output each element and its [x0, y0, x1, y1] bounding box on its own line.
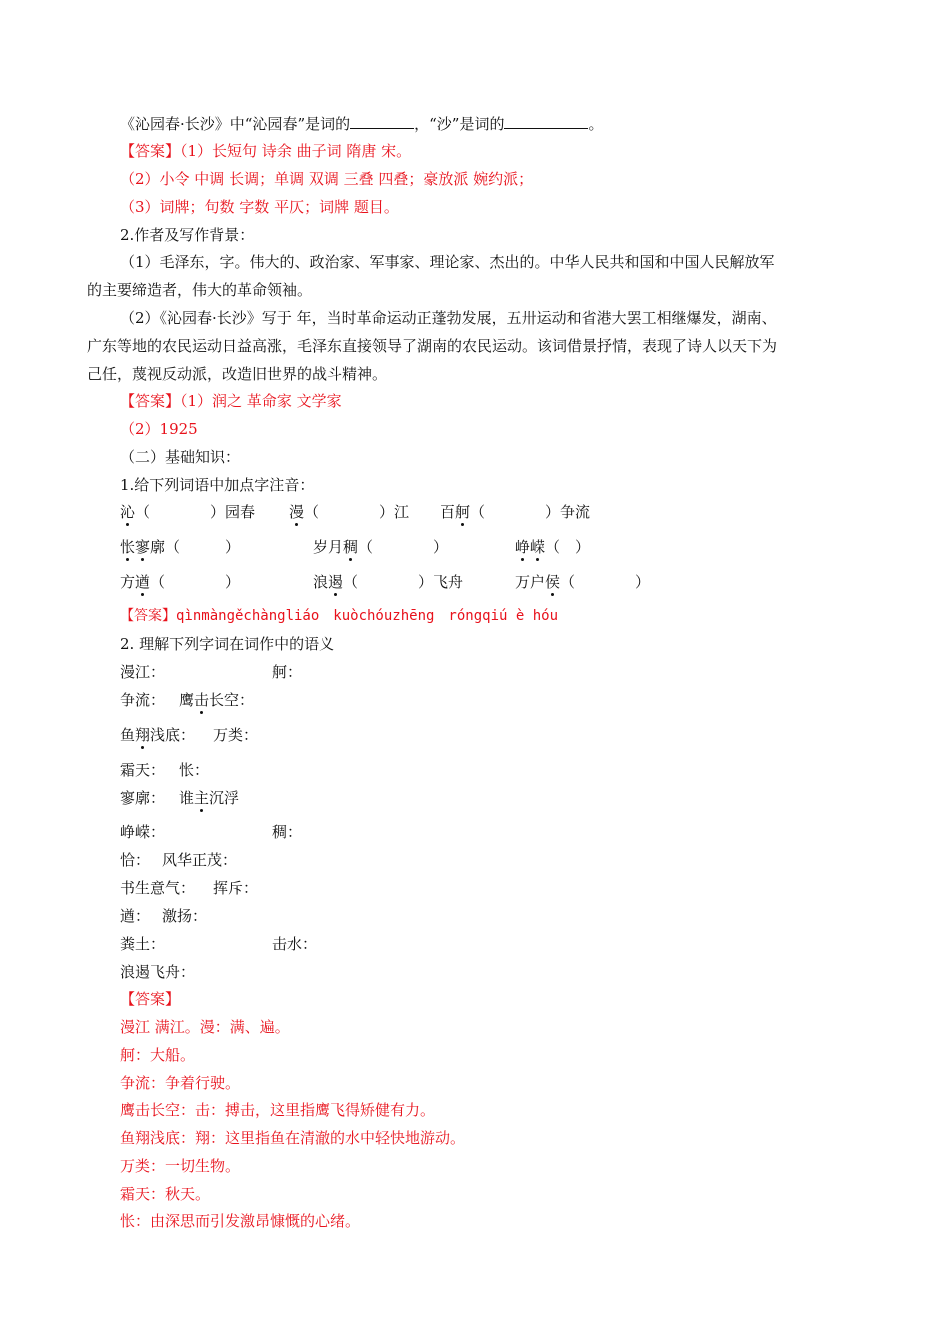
pinyin-item-zhengrong: [515, 537, 590, 557]
pinyin-task-heading: 1.给下列词语中加点字注音：: [120, 476, 315, 494]
term-jishui: 击水：: [272, 935, 318, 953]
pinyin-item-rest: （ ）: [358, 538, 449, 556]
term-liaokuo: 寥廓：: [120, 789, 166, 807]
term-text: 长空：: [209, 691, 255, 709]
pinyin-answer: 【答案】qìnmàngěchàngliáo kuòchóuzhēng róngqiú è hóu: [120, 608, 559, 624]
q2-answer-1: 【答案】（1）润之 革命家 文学家: [120, 392, 342, 410]
pinyin-item-rest: 廓（ ）: [150, 538, 241, 556]
q2-heading: 2.作者及写作背景：: [120, 226, 255, 244]
meaning-answer-line: 争流：争着行驶。: [120, 1074, 241, 1092]
term-text: 鱼: [120, 726, 136, 744]
dotted-char: 峥: [515, 538, 531, 556]
pinyin-item-hou: [515, 572, 650, 592]
term-ge: 舸：: [272, 663, 303, 681]
pinyin-item-chou: [313, 537, 448, 557]
term-huichi: 挥斥：: [213, 879, 259, 897]
term-yuxiang: [120, 725, 195, 745]
pinyin-item-liaokuo: [120, 537, 240, 557]
q2-para1-line2: 的主要缔造者，伟大的革命领袖。: [87, 281, 313, 299]
dotted-char: 翔: [135, 726, 151, 744]
dotted-char: 怅: [120, 538, 136, 556]
term-shuangtian: 霜天：: [120, 761, 166, 779]
pinyin-item-pre: 百: [440, 503, 456, 521]
pinyin-item-rest: （ ）飞舟: [343, 573, 464, 591]
meaning-answer-line: 鹰击长空：击：搏击，这里指鹰飞得矫健有力。: [120, 1101, 436, 1119]
meaning-answer-line: 怅：由深思而引发激昂慷慨的心绪。: [120, 1212, 361, 1230]
dotted-char: 舸: [455, 503, 471, 521]
q1-blank-2: [504, 114, 588, 129]
q2-para2-line3: 己任，蔑视反动派，改造旧世界的战斗精神。: [87, 365, 388, 383]
term-fentu: 粪土：: [120, 935, 166, 953]
q2-para2-line2: 广东等地的农民运动日益高涨，毛泽东直接领导了湖南的农民运动。该词借景抒情，表现了诗人以天下为: [87, 337, 778, 355]
meaning-task-heading: 2. 理解下列字词在词作中的语义: [120, 635, 335, 653]
dotted-char: 侯: [545, 573, 561, 591]
meaning-answer-line: 鱼翔浅底：翔：这里指鱼在清澈的水中轻快地游动。: [120, 1129, 466, 1147]
q1-text-part2: ，“沙”是词的: [414, 115, 505, 133]
dotted-char: 漫: [289, 503, 305, 521]
dotted-char: 遒: [135, 573, 151, 591]
term-zhengliu: 争流：: [120, 691, 166, 709]
pinyin-item-rest: （ ）: [560, 573, 651, 591]
dotted-char: 寥: [135, 538, 151, 556]
term-chou: 稠：: [272, 823, 303, 841]
term-wanlei: 万类：: [213, 726, 259, 744]
pinyin-item-rest: （ ）江: [304, 503, 410, 521]
term-chang: 怅：: [179, 761, 210, 779]
q1-answer-3: （3）词牌；句数 字数 平仄；词牌 题目。: [120, 198, 399, 216]
pinyin-item-pre: 浪: [313, 573, 329, 591]
term-qia: 恰：: [120, 851, 151, 869]
dotted-char: 遏: [328, 573, 344, 591]
meaning-answer-line: 霜天：秋天。: [120, 1185, 211, 1203]
q2-para1-line1: （1）毛泽东，字。伟大的、政治家、军事家、理论家、杰出的。中华人民共和国和中国人民解放军: [120, 253, 775, 271]
dotted-char: 嵘: [530, 538, 546, 556]
q1-blank-1: [350, 114, 414, 129]
pinyin-item-ge: [440, 502, 590, 522]
q1-answer-2: （2）小令 中调 长调；单调 双调 三叠 四叠；豪放派 婉约派；: [120, 170, 534, 188]
pinyin-item-rest: （ ）: [545, 538, 591, 556]
pinyin-item-e: [313, 572, 463, 592]
term-langefeizhou: 浪遏飞舟：: [120, 963, 196, 981]
term-text: 鹰: [179, 691, 195, 709]
meaning-answer-line: 万类：一切生物。: [120, 1157, 241, 1175]
pinyin-item-qiu: [120, 572, 240, 592]
term-fenghua: 风华正茂：: [162, 851, 238, 869]
q1-text-part3: 。: [588, 115, 604, 133]
pinyin-item-man: [289, 502, 409, 522]
meaning-answer-title: 【答案】: [120, 990, 181, 1008]
term-shui: [179, 788, 239, 808]
term-text: 沉浮: [209, 789, 240, 807]
dotted-char: 稠: [343, 538, 359, 556]
meaning-answer-line: 漫江 满江。漫：满、遍。: [120, 1018, 290, 1036]
pinyin-item-pre: 岁月: [313, 538, 344, 556]
pinyin-item-pre: 方: [120, 573, 136, 591]
term-jiyang: 激扬：: [162, 907, 208, 925]
q2-answer-2: （2）1925: [120, 420, 198, 438]
term-manjiang: 漫江：: [120, 663, 166, 681]
term-shusheng: 书生意气：: [120, 879, 196, 897]
term-yingji: [179, 690, 254, 710]
pinyin-item-rest: （ ）园春: [135, 503, 256, 521]
term-qiu: 遒：: [120, 907, 151, 925]
dotted-char: 沁: [120, 503, 136, 521]
term-zhengrong: 峥嵘：: [120, 823, 166, 841]
dotted-char: 主: [194, 789, 210, 807]
term-text: 谁: [179, 789, 195, 807]
section2-heading: （二）基础知识：: [120, 448, 241, 466]
pinyin-item-pre: 万户: [515, 573, 546, 591]
dotted-char: 击: [194, 691, 210, 709]
meaning-answer-line: 舸：大船。: [120, 1046, 196, 1064]
q2-para2-line1: （2）《沁园春·长沙》写于 年，当时革命运动正蓬勃发展，五卅运动和省港大罢工相继爆发，湖南、: [120, 309, 777, 327]
q1-question: [120, 114, 603, 134]
pinyin-item-rest: （ ）争流: [470, 503, 591, 521]
pinyin-item-rest: （ ）: [150, 573, 241, 591]
pinyin-item-qin: [120, 502, 255, 522]
q1-text-part1: 《沁园春·长沙》中“沁园春”是词的: [120, 115, 351, 133]
term-text: 浅底：: [150, 726, 196, 744]
q1-answer-1: 【答案】（1）长短句 诗余 曲子词 隋唐 宋。: [120, 142, 412, 160]
